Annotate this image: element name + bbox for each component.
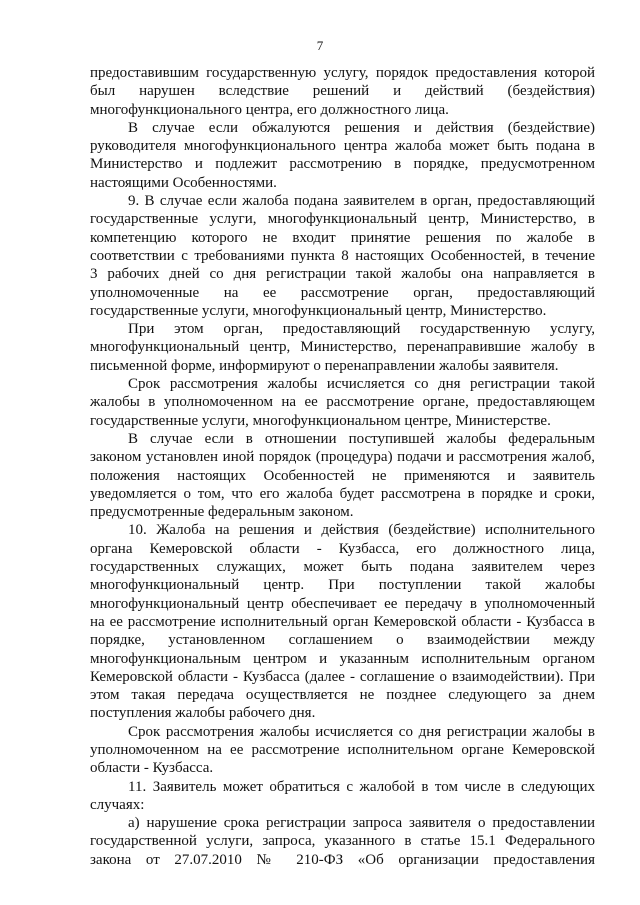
text-line: уполномоченные на ее рассмотрение орган, предоставляющий [90,284,595,301]
text-line: законом установлен иной порядок (процедура) подачи и рассмотрения жалоб, [90,449,595,466]
text-line: закона от 27.07.2010 № 210-ФЗ «Об организации предоставления [90,851,595,868]
paragraph [90,430,595,521]
text-line: многофункциональный центр обеспечивает ее передачу в уполномоченный [90,595,595,612]
paragraph [90,814,595,869]
text-line: органа Кемеровской области - Кузбасса, его должностного лица, [90,540,595,557]
page-number: 7 [316,38,324,53]
text-line: многофункциональный центр, Министерство, перенаправившие жалобу в [90,339,595,356]
text-line: случаях: [90,796,145,813]
paragraph [90,192,595,320]
text-line: уведомляется о том, что его жалоба будет рассмотрена в порядке и сроки, [90,485,595,502]
paragraph [90,64,595,119]
paragraph [90,723,595,778]
text-line: руководителя многофункционального центра жалоба может быть подана в [90,138,595,155]
text-line: на ее рассмотрение исполнительный орган Кемеровской области - Кузбасса в [90,613,595,630]
text-line: многофункциональным центром и указанным исполнительным органом [90,650,595,667]
text-line: государственных служащих, может быть подана заявителем через [90,559,595,576]
text-line: 3 рабочих дней со дня регистрации такой жалобы она направляется в [90,266,595,283]
text-line: области - Кузбасса. [90,760,214,777]
text-line: При этом орган, предоставляющий государственную услугу, [128,321,595,338]
text-line: 10. Жалоба на решения и действия (бездействие) исполнительного [128,522,595,539]
text-line: письменной форме, информируют о перенаправлении жалобы заявителя. [90,357,559,374]
paragraph [90,778,595,815]
text-line: а) нарушение срока регистрации запроса заявителя о предоставлении [128,815,595,832]
text-line: уполномоченном на ее рассмотрение исполнительном органе Кемеровской [90,741,595,758]
text-line: соответствии с требованиями пункта 8 настоящих Особенностей, в течение [90,247,595,264]
text-line: жалобы в уполномоченном на ее рассмотрение органе, предоставляющем [90,394,595,411]
text-line: Кемеровской области - Кузбасса (далее - соглашение о взаимодействии). При [90,668,595,685]
text-line: 11. Заявитель может обратиться с жалобой в том числе в следующих [128,778,595,795]
text-line: многофункционального центра, его должностного лица. [90,101,449,118]
paragraph [90,521,595,722]
document-body [90,64,595,869]
text-line: государственные услуги, многофункциональном центре, Министерстве. [90,412,551,429]
text-line: положения настоящих Особенностей не применяются и заявитель [90,467,595,484]
text-line: поступления жалобы рабочего дня. [90,705,316,722]
text-line: В случае если в отношении поступившей жалобы федеральным [128,430,595,447]
text-line: был нарушен вследствие решений и действий (бездействия) [90,83,595,100]
paragraph [90,320,595,375]
text-line: многофункциональный центр. При поступлении такой жалобы [90,577,595,594]
text-line: порядке, установленном соглашением о взаимодействии между [90,632,595,649]
text-line: государственные услуги, многофункциональный центр, Министерство, в [90,211,595,228]
text-line: 9. В случае если жалоба подана заявителем в орган, предоставляющий [128,193,595,210]
text-line: государственные услуги, многофункциональный центр, Министерство. [90,302,547,319]
paragraph [90,375,595,430]
text-line: Министерство и подлежит рассмотрению в порядке, предусмотренном [90,156,595,173]
paragraph [90,119,595,192]
text-line: настоящими Особенностями. [90,174,277,191]
text-line: предусмотренные федеральным законом. [90,504,354,521]
text-line: государственной услуги, запроса, указанного в статье 15.1 Федерального [90,833,595,850]
text-line: этом такая передача осуществляется не позднее следующего за днем [90,687,595,704]
text-line: Срок рассмотрения жалобы исчисляется со дня регистрации такой [128,376,595,393]
text-line: компетенцию которого не входит принятие решения по жалобе в [90,229,595,246]
text-line: предоставившим государственную услугу, порядок предоставления которой [90,65,595,81]
text-line: В случае если обжалуются решения и действия (бездействие) [128,119,595,136]
text-line: Срок рассмотрения жалобы исчисляется со дня регистрации жалобы в [128,723,595,740]
